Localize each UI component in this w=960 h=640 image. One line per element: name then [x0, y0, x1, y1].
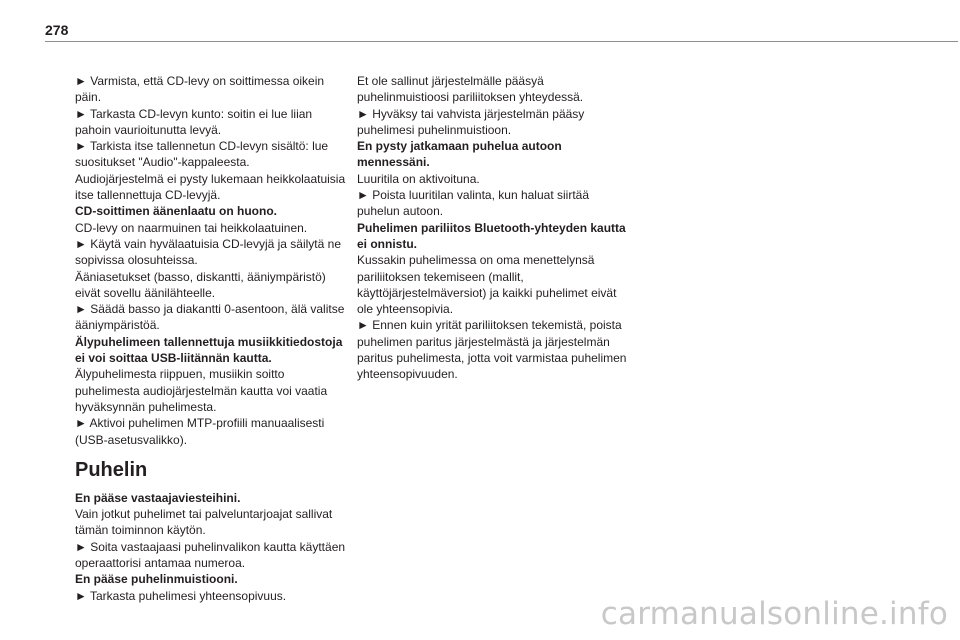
paragraph: ► Tarkista itse tallennetun CD-levyn sisältö: lue suositukset "Audio"-kappaleesta.: [75, 139, 329, 170]
watermark-text: carmanualsonline.info: [600, 596, 948, 632]
subheading: CD-soittimen äänenlaatu on huono.: [75, 204, 278, 219]
section-title: Puhelin: [75, 458, 148, 481]
paragraph: ► Varmista, että CD-levy on soittimessa oikein päin.: [75, 74, 325, 105]
subheading: En pysty jatkamaan puhelua autoon mennessäni.: [357, 139, 562, 170]
paragraph: CD-levy on naarmuinen tai heikkolaatuinen.: [75, 220, 308, 235]
subheading: Älypuhelimeen tallennettuja musiikkitiedostoja ei voi soittaa USB-liitännän kautta.: [75, 334, 343, 366]
paragraph: Luuritila on aktivoituna.: [357, 171, 480, 186]
page-number: 278: [45, 22, 69, 38]
paragraph: ► Tarkasta CD-levyn kunto: soitin ei lue liian pahoin vaurioitunutta levyä.: [75, 106, 313, 137]
paragraph: Kussakin puhelimessa on oma menettelynsä pariliitoksen tekemiseen (mallit, käyttöjärjestelmäversiot) ja kaikki puhelimet eivät ole yhteensopivia.: [357, 253, 617, 317]
paragraph: ► Aktivoi puhelimen MTP-profiili manuaalisesti (USB-asetusvalikko).: [75, 416, 325, 447]
right-column: [357, 73, 629, 383]
paragraph: ► Säädä basso ja diakantti 0-asentoon, älä valitse ääniympäristöä.: [75, 302, 345, 333]
header-divider: [45, 41, 958, 42]
right-text-block: [357, 73, 629, 383]
subheading: En pääse puhelinmuistiooni.: [75, 572, 238, 587]
paragraph: Vain jotkut puhelimet tai palveluntarjoajat sallivat tämän toiminnon käytön.: [75, 507, 333, 538]
paragraph: ► Ennen kuin yrität pariliitoksen tekemistä, poista puhelimen paritus järjestelmästä ja järjestelmän paritus puhelimesta, jotta voit varmistaa puhelimen yhteensopivuuden.: [357, 318, 627, 382]
paragraph: ► Soita vastaajaasi puhelinvalikon kautta käyttäen operaattorisi antamaa numeroa.: [75, 539, 346, 571]
paragraph: Älypuhelimesta riippuen, musiikin soitto puhelimesta audiojärjestelmän kautta voi vaatia hyväksynnän puhelimesta.: [75, 367, 328, 414]
left-column: [75, 73, 347, 604]
paragraph: ► Hyväksy tai vahvista järjestelmän pääsy puhelimesi puhelinmuistioon.: [357, 106, 585, 137]
subheading: En pääse vastaajaviesteihini.: [75, 490, 241, 505]
paragraph: ► Poista luuritilan valinta, kun haluat siirtää puhelun autoon.: [357, 188, 589, 219]
paragraph: ► Käytä vain hyvälaatuisia CD-levyjä ja säilytä ne sopivissa olosuhteissa.: [75, 236, 341, 268]
paragraph: Et ole sallinut järjestelmälle pääsyä puhelinmuistioosi pariliitoksen yhteydessä.: [357, 74, 584, 105]
subheading: Puhelimen pariliitos Bluetooth-yhteyden kautta ei onnistu.: [357, 220, 626, 251]
paragraph: Ääniasetukset (basso, diskantti, ääniympäristö) eivät sovellu äänilähteelle.: [75, 269, 326, 300]
paragraph: ► Tarkasta puhelimesi yhteensopivuus.: [75, 588, 287, 603]
paragraph: Audiojärjestelmä ei pysty lukemaan heikkolaatuisia itse tallennettuja CD-levyjä.: [75, 171, 346, 203]
left-text-block-after: [75, 490, 347, 604]
left-text-block: [75, 73, 347, 448]
